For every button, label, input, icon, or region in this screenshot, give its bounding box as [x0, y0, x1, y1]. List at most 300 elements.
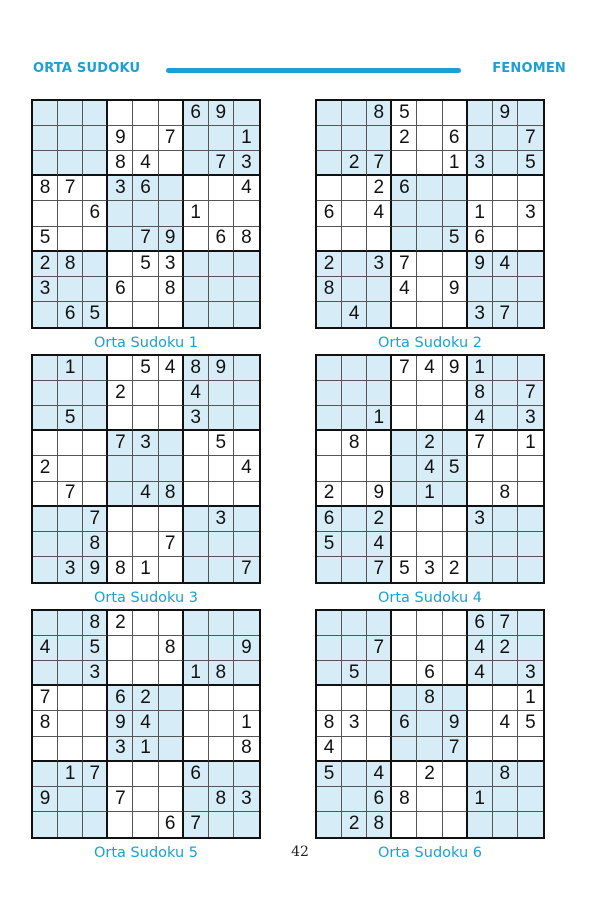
sudoku-cell-empty[interactable]	[518, 507, 543, 532]
sudoku-cell-empty[interactable]	[518, 176, 543, 201]
sudoku-cell-empty[interactable]	[417, 532, 442, 557]
sudoku-cell-empty[interactable]	[83, 151, 108, 176]
sudoku-cell-empty[interactable]	[209, 406, 234, 431]
sudoku-cell-empty[interactable]	[317, 812, 342, 837]
sudoku-cell-empty[interactable]	[58, 381, 83, 406]
sudoku-cell-empty[interactable]	[234, 252, 259, 277]
sudoku-cell-empty[interactable]	[342, 456, 367, 481]
sudoku-cell-empty[interactable]	[417, 101, 442, 126]
sudoku-cell-empty[interactable]	[234, 482, 259, 507]
sudoku-cell-empty[interactable]	[133, 201, 158, 226]
sudoku-cell-empty[interactable]	[518, 101, 543, 126]
sudoku-cell-empty[interactable]	[108, 661, 133, 686]
sudoku-cell-empty[interactable]	[493, 151, 518, 176]
sudoku-cell-empty[interactable]	[518, 532, 543, 557]
sudoku-cell-empty[interactable]	[58, 151, 83, 176]
sudoku-cell-empty[interactable]	[317, 456, 342, 481]
sudoku-cell-empty[interactable]	[184, 686, 209, 711]
sudoku-cell-empty[interactable]	[392, 302, 417, 327]
sudoku-cell-empty[interactable]	[33, 507, 58, 532]
sudoku-cell-empty[interactable]	[392, 482, 417, 507]
sudoku-cell-empty[interactable]	[417, 812, 442, 837]
sudoku-cell-empty[interactable]	[342, 787, 367, 812]
sudoku-cell-empty[interactable]	[159, 456, 184, 481]
sudoku-cell-empty[interactable]	[209, 611, 234, 636]
sudoku-cell-empty[interactable]	[33, 737, 58, 762]
sudoku-cell-empty[interactable]	[417, 227, 442, 252]
sudoku-cell-empty[interactable]	[83, 176, 108, 201]
sudoku-cell-empty[interactable]	[234, 661, 259, 686]
sudoku-cell-empty[interactable]	[108, 456, 133, 481]
sudoku-cell-empty[interactable]	[443, 201, 468, 226]
sudoku-cell-empty[interactable]	[133, 277, 158, 302]
sudoku-cell-empty[interactable]	[58, 101, 83, 126]
sudoku-cell-empty[interactable]	[133, 126, 158, 151]
sudoku-cell-empty[interactable]	[518, 636, 543, 661]
sudoku-cell-empty[interactable]	[184, 277, 209, 302]
sudoku-cell-empty[interactable]	[184, 737, 209, 762]
sudoku-cell-empty[interactable]	[234, 611, 259, 636]
sudoku-cell-empty[interactable]	[443, 302, 468, 327]
sudoku-cell-empty[interactable]	[493, 787, 518, 812]
sudoku-cell-empty[interactable]	[342, 557, 367, 582]
sudoku-cell-empty[interactable]	[468, 557, 493, 582]
sudoku-cell-empty[interactable]	[234, 356, 259, 381]
sudoku-cell-empty[interactable]	[83, 812, 108, 837]
sudoku-cell-empty[interactable]	[184, 611, 209, 636]
sudoku-cell-empty[interactable]	[317, 686, 342, 711]
sudoku-cell-empty[interactable]	[367, 686, 392, 711]
sudoku-cell-empty[interactable]	[58, 277, 83, 302]
sudoku-cell-empty[interactable]	[493, 201, 518, 226]
sudoku-cell-empty[interactable]	[443, 762, 468, 787]
sudoku-cell-empty[interactable]	[443, 381, 468, 406]
sudoku-cell-empty[interactable]	[159, 737, 184, 762]
sudoku-cell-empty[interactable]	[159, 711, 184, 736]
sudoku-cell-empty[interactable]	[367, 456, 392, 481]
sudoku-cell-empty[interactable]	[33, 101, 58, 126]
sudoku-cell-empty[interactable]	[317, 431, 342, 456]
sudoku-cell-empty[interactable]	[159, 686, 184, 711]
sudoku-cell-empty[interactable]	[342, 227, 367, 252]
sudoku-cell-empty[interactable]	[83, 406, 108, 431]
sudoku-cell-empty[interactable]	[33, 482, 58, 507]
sudoku-cell-empty[interactable]	[443, 532, 468, 557]
sudoku-cell-empty[interactable]	[518, 227, 543, 252]
sudoku-cell-empty[interactable]	[342, 762, 367, 787]
sudoku-cell-empty[interactable]	[33, 431, 58, 456]
sudoku-cell-empty[interactable]	[417, 737, 442, 762]
sudoku-cell-empty[interactable]	[443, 661, 468, 686]
sudoku-cell-empty[interactable]	[133, 302, 158, 327]
sudoku-cell-empty[interactable]	[159, 661, 184, 686]
sudoku-cell-empty[interactable]	[443, 812, 468, 837]
sudoku-cell-empty[interactable]	[493, 356, 518, 381]
sudoku-cell-empty[interactable]	[493, 381, 518, 406]
sudoku-cell-empty[interactable]	[443, 686, 468, 711]
sudoku-cell-empty[interactable]	[367, 737, 392, 762]
sudoku-cell-empty[interactable]	[317, 557, 342, 582]
sudoku-cell-empty[interactable]	[317, 611, 342, 636]
sudoku-cell-empty[interactable]	[33, 381, 58, 406]
sudoku-cell-empty[interactable]	[159, 201, 184, 226]
sudoku-cell-empty[interactable]	[468, 126, 493, 151]
sudoku-cell-empty[interactable]	[342, 176, 367, 201]
sudoku-cell-empty[interactable]	[518, 812, 543, 837]
sudoku-cell-empty[interactable]	[518, 737, 543, 762]
sudoku-cell-empty[interactable]	[443, 636, 468, 661]
sudoku-cell-empty[interactable]	[417, 201, 442, 226]
sudoku-cell-empty[interactable]	[33, 126, 58, 151]
sudoku-cell-empty[interactable]	[234, 762, 259, 787]
sudoku-cell-empty[interactable]	[518, 762, 543, 787]
sudoku-cell-empty[interactable]	[234, 101, 259, 126]
sudoku-cell-empty[interactable]	[209, 812, 234, 837]
sudoku-cell-empty[interactable]	[159, 176, 184, 201]
sudoku-cell-empty[interactable]	[417, 611, 442, 636]
sudoku-cell-empty[interactable]	[33, 201, 58, 226]
sudoku-cell-empty[interactable]	[184, 176, 209, 201]
sudoku-cell-empty[interactable]	[417, 126, 442, 151]
sudoku-cell-empty[interactable]	[468, 762, 493, 787]
sudoku-cell-empty[interactable]	[108, 252, 133, 277]
sudoku-cell-empty[interactable]	[184, 227, 209, 252]
sudoku-cell-empty[interactable]	[133, 787, 158, 812]
sudoku-cell-empty[interactable]	[108, 302, 133, 327]
sudoku-cell-empty[interactable]	[159, 787, 184, 812]
sudoku-cell-empty[interactable]	[392, 507, 417, 532]
sudoku-cell-empty[interactable]	[108, 532, 133, 557]
sudoku-cell-empty[interactable]	[518, 611, 543, 636]
sudoku-cell-empty[interactable]	[159, 507, 184, 532]
sudoku-cell-empty[interactable]	[58, 661, 83, 686]
sudoku-cell-empty[interactable]	[342, 381, 367, 406]
sudoku-cell-empty[interactable]	[58, 507, 83, 532]
sudoku-cell-empty[interactable]	[468, 686, 493, 711]
sudoku-cell-empty[interactable]	[493, 227, 518, 252]
sudoku-cell-empty[interactable]	[392, 201, 417, 226]
sudoku-cell-empty[interactable]	[159, 557, 184, 582]
sudoku-cell-empty[interactable]	[317, 661, 342, 686]
sudoku-cell-empty[interactable]	[342, 252, 367, 277]
sudoku-cell-empty[interactable]	[58, 126, 83, 151]
sudoku-cell-empty[interactable]	[493, 686, 518, 711]
sudoku-cell-empty[interactable]	[108, 636, 133, 661]
sudoku-cell-empty[interactable]	[468, 176, 493, 201]
sudoku-cell-empty[interactable]	[417, 302, 442, 327]
sudoku-cell-empty[interactable]	[83, 711, 108, 736]
sudoku-cell-empty[interactable]	[417, 151, 442, 176]
sudoku-cell-empty[interactable]	[209, 277, 234, 302]
sudoku-cell-empty[interactable]	[493, 456, 518, 481]
sudoku-cell-empty[interactable]	[33, 557, 58, 582]
sudoku-cell-empty[interactable]	[417, 252, 442, 277]
sudoku-cell-empty[interactable]	[468, 737, 493, 762]
sudoku-cell-empty[interactable]	[33, 302, 58, 327]
sudoku-cell-empty[interactable]	[493, 176, 518, 201]
sudoku-cell-empty[interactable]	[33, 356, 58, 381]
sudoku-cell-empty[interactable]	[392, 737, 417, 762]
sudoku-cell-empty[interactable]	[108, 201, 133, 226]
sudoku-cell-empty[interactable]	[184, 482, 209, 507]
sudoku-cell-empty[interactable]	[392, 456, 417, 481]
sudoku-cell-empty[interactable]	[209, 762, 234, 787]
sudoku-cell-empty[interactable]	[493, 406, 518, 431]
sudoku-cell-empty[interactable]	[108, 482, 133, 507]
sudoku-cell-empty[interactable]	[184, 252, 209, 277]
sudoku-cell-empty[interactable]	[342, 201, 367, 226]
sudoku-cell-empty[interactable]	[184, 431, 209, 456]
sudoku-cell-empty[interactable]	[392, 227, 417, 252]
sudoku-cell-empty[interactable]	[83, 381, 108, 406]
sudoku-cell-empty[interactable]	[443, 787, 468, 812]
sudoku-cell-empty[interactable]	[493, 277, 518, 302]
sudoku-cell-empty[interactable]	[317, 126, 342, 151]
sudoku-cell-empty[interactable]	[83, 431, 108, 456]
sudoku-cell-empty[interactable]	[209, 557, 234, 582]
sudoku-cell-empty[interactable]	[493, 126, 518, 151]
sudoku-cell-empty[interactable]	[184, 532, 209, 557]
sudoku-cell-empty[interactable]	[392, 381, 417, 406]
sudoku-cell-empty[interactable]	[83, 456, 108, 481]
sudoku-cell-empty[interactable]	[209, 532, 234, 557]
sudoku-cell-empty[interactable]	[342, 737, 367, 762]
sudoku-cell-empty[interactable]	[58, 611, 83, 636]
sudoku-cell-empty[interactable]	[392, 762, 417, 787]
sudoku-cell-empty[interactable]	[392, 636, 417, 661]
sudoku-cell-empty[interactable]	[159, 431, 184, 456]
sudoku-cell-empty[interactable]	[83, 277, 108, 302]
sudoku-cell-empty[interactable]	[367, 227, 392, 252]
sudoku-cell-empty[interactable]	[342, 277, 367, 302]
sudoku-cell-empty[interactable]	[209, 252, 234, 277]
sudoku-cell-empty[interactable]	[342, 406, 367, 431]
sudoku-cell-empty[interactable]	[58, 686, 83, 711]
sudoku-cell-empty[interactable]	[209, 126, 234, 151]
sudoku-cell-empty[interactable]	[184, 711, 209, 736]
sudoku-cell-empty[interactable]	[367, 431, 392, 456]
sudoku-cell-empty[interactable]	[392, 661, 417, 686]
sudoku-cell-empty[interactable]	[184, 126, 209, 151]
sudoku-cell-empty[interactable]	[493, 557, 518, 582]
sudoku-cell-empty[interactable]	[108, 101, 133, 126]
sudoku-cell-empty[interactable]	[133, 456, 158, 481]
sudoku-cell-empty[interactable]	[133, 636, 158, 661]
sudoku-cell-empty[interactable]	[133, 406, 158, 431]
sudoku-cell-empty[interactable]	[518, 277, 543, 302]
sudoku-cell-empty[interactable]	[468, 482, 493, 507]
sudoku-cell-empty[interactable]	[234, 686, 259, 711]
sudoku-cell-empty[interactable]	[184, 456, 209, 481]
sudoku-cell-empty[interactable]	[367, 661, 392, 686]
sudoku-cell-empty[interactable]	[342, 101, 367, 126]
sudoku-cell-empty[interactable]	[417, 277, 442, 302]
sudoku-cell-empty[interactable]	[58, 812, 83, 837]
sudoku-cell-empty[interactable]	[209, 176, 234, 201]
sudoku-cell-empty[interactable]	[317, 787, 342, 812]
sudoku-cell-empty[interactable]	[367, 277, 392, 302]
sudoku-cell-empty[interactable]	[443, 507, 468, 532]
sudoku-cell-empty[interactable]	[234, 201, 259, 226]
sudoku-cell-empty[interactable]	[493, 661, 518, 686]
sudoku-cell-empty[interactable]	[493, 532, 518, 557]
sudoku-cell-empty[interactable]	[518, 456, 543, 481]
sudoku-cell-empty[interactable]	[159, 762, 184, 787]
sudoku-cell-empty[interactable]	[83, 482, 108, 507]
sudoku-cell-empty[interactable]	[367, 711, 392, 736]
sudoku-cell-empty[interactable]	[367, 611, 392, 636]
sudoku-cell-empty[interactable]	[58, 227, 83, 252]
sudoku-cell-empty[interactable]	[493, 431, 518, 456]
sudoku-cell-empty[interactable]	[342, 356, 367, 381]
sudoku-cell-empty[interactable]	[83, 227, 108, 252]
sudoku-cell-empty[interactable]	[518, 482, 543, 507]
sudoku-cell-empty[interactable]	[209, 636, 234, 661]
sudoku-cell-empty[interactable]	[417, 381, 442, 406]
sudoku-cell-empty[interactable]	[392, 611, 417, 636]
sudoku-cell-empty[interactable]	[58, 532, 83, 557]
sudoku-cell-empty[interactable]	[83, 101, 108, 126]
sudoku-cell-empty[interactable]	[367, 126, 392, 151]
sudoku-cell-empty[interactable]	[234, 277, 259, 302]
sudoku-cell-empty[interactable]	[159, 611, 184, 636]
sudoku-cell-empty[interactable]	[159, 381, 184, 406]
sudoku-cell-empty[interactable]	[317, 381, 342, 406]
sudoku-cell-empty[interactable]	[518, 557, 543, 582]
sudoku-cell-empty[interactable]	[184, 636, 209, 661]
sudoku-cell-empty[interactable]	[468, 532, 493, 557]
sudoku-cell-empty[interactable]	[133, 101, 158, 126]
sudoku-cell-empty[interactable]	[392, 406, 417, 431]
sudoku-cell-empty[interactable]	[108, 406, 133, 431]
sudoku-cell-empty[interactable]	[33, 611, 58, 636]
sudoku-cell-empty[interactable]	[443, 176, 468, 201]
sudoku-cell-empty[interactable]	[33, 406, 58, 431]
sudoku-cell-empty[interactable]	[367, 302, 392, 327]
sudoku-cell-empty[interactable]	[184, 787, 209, 812]
sudoku-cell-empty[interactable]	[83, 686, 108, 711]
sudoku-cell-empty[interactable]	[133, 507, 158, 532]
sudoku-cell-empty[interactable]	[33, 532, 58, 557]
sudoku-cell-empty[interactable]	[133, 381, 158, 406]
sudoku-cell-empty[interactable]	[83, 252, 108, 277]
sudoku-cell-empty[interactable]	[443, 482, 468, 507]
sudoku-cell-empty[interactable]	[33, 151, 58, 176]
sudoku-cell-empty[interactable]	[159, 302, 184, 327]
sudoku-cell-empty[interactable]	[83, 356, 108, 381]
sudoku-cell-empty[interactable]	[342, 482, 367, 507]
sudoku-cell-empty[interactable]	[184, 151, 209, 176]
sudoku-cell-empty[interactable]	[234, 381, 259, 406]
sudoku-cell-empty[interactable]	[367, 356, 392, 381]
sudoku-cell-empty[interactable]	[317, 356, 342, 381]
sudoku-cell-empty[interactable]	[443, 431, 468, 456]
sudoku-cell-empty[interactable]	[392, 812, 417, 837]
sudoku-cell-empty[interactable]	[468, 711, 493, 736]
sudoku-cell-empty[interactable]	[342, 507, 367, 532]
sudoku-cell-empty[interactable]	[133, 661, 158, 686]
sudoku-cell-empty[interactable]	[392, 532, 417, 557]
sudoku-cell-empty[interactable]	[342, 611, 367, 636]
sudoku-cell-empty[interactable]	[209, 482, 234, 507]
sudoku-cell-empty[interactable]	[443, 406, 468, 431]
sudoku-cell-empty[interactable]	[443, 611, 468, 636]
sudoku-cell-empty[interactable]	[209, 381, 234, 406]
sudoku-cell-empty[interactable]	[209, 201, 234, 226]
sudoku-cell-empty[interactable]	[83, 737, 108, 762]
sudoku-cell-empty[interactable]	[518, 787, 543, 812]
sudoku-cell-empty[interactable]	[342, 636, 367, 661]
sudoku-cell-empty[interactable]	[58, 711, 83, 736]
sudoku-cell-empty[interactable]	[33, 762, 58, 787]
sudoku-cell-empty[interactable]	[443, 252, 468, 277]
sudoku-cell-empty[interactable]	[159, 151, 184, 176]
sudoku-cell-empty[interactable]	[518, 302, 543, 327]
sudoku-cell-empty[interactable]	[209, 456, 234, 481]
sudoku-cell-empty[interactable]	[58, 201, 83, 226]
sudoku-cell-empty[interactable]	[234, 406, 259, 431]
sudoku-cell-empty[interactable]	[342, 686, 367, 711]
sudoku-cell-empty[interactable]	[417, 176, 442, 201]
sudoku-cell-empty[interactable]	[58, 636, 83, 661]
sudoku-cell-empty[interactable]	[317, 636, 342, 661]
sudoku-cell-empty[interactable]	[58, 456, 83, 481]
sudoku-cell-empty[interactable]	[184, 302, 209, 327]
sudoku-cell-empty[interactable]	[317, 101, 342, 126]
sudoku-cell-empty[interactable]	[234, 431, 259, 456]
sudoku-cell-empty[interactable]	[108, 507, 133, 532]
sudoku-cell-empty[interactable]	[518, 252, 543, 277]
sudoku-cell-empty[interactable]	[83, 787, 108, 812]
sudoku-cell-empty[interactable]	[184, 557, 209, 582]
sudoku-cell-empty[interactable]	[133, 611, 158, 636]
sudoku-cell-empty[interactable]	[133, 532, 158, 557]
sudoku-cell-empty[interactable]	[468, 456, 493, 481]
sudoku-cell-empty[interactable]	[518, 356, 543, 381]
sudoku-cell-empty[interactable]	[468, 277, 493, 302]
sudoku-cell-empty[interactable]	[317, 406, 342, 431]
sudoku-cell-empty[interactable]	[317, 151, 342, 176]
sudoku-cell-empty[interactable]	[417, 406, 442, 431]
sudoku-cell-empty[interactable]	[209, 302, 234, 327]
sudoku-cell-empty[interactable]	[367, 381, 392, 406]
sudoku-cell-empty[interactable]	[417, 507, 442, 532]
sudoku-cell-empty[interactable]	[108, 227, 133, 252]
sudoku-cell-empty[interactable]	[443, 101, 468, 126]
sudoku-cell-empty[interactable]	[209, 711, 234, 736]
sudoku-cell-empty[interactable]	[317, 176, 342, 201]
sudoku-cell-empty[interactable]	[234, 812, 259, 837]
sudoku-cell-empty[interactable]	[234, 302, 259, 327]
sudoku-cell-empty[interactable]	[209, 686, 234, 711]
sudoku-cell-empty[interactable]	[417, 787, 442, 812]
sudoku-cell-empty[interactable]	[342, 532, 367, 557]
sudoku-cell-empty[interactable]	[33, 812, 58, 837]
sudoku-cell-empty[interactable]	[58, 787, 83, 812]
sudoku-cell-empty[interactable]	[417, 711, 442, 736]
sudoku-cell-empty[interactable]	[468, 812, 493, 837]
sudoku-cell-empty[interactable]	[493, 812, 518, 837]
sudoku-cell-empty[interactable]	[234, 532, 259, 557]
sudoku-cell-empty[interactable]	[317, 302, 342, 327]
sudoku-cell-empty[interactable]	[159, 101, 184, 126]
sudoku-cell-empty[interactable]	[493, 737, 518, 762]
sudoku-cell-empty[interactable]	[108, 762, 133, 787]
sudoku-cell-empty[interactable]	[392, 151, 417, 176]
sudoku-cell-empty[interactable]	[392, 431, 417, 456]
sudoku-cell-empty[interactable]	[209, 737, 234, 762]
sudoku-cell-empty[interactable]	[33, 661, 58, 686]
